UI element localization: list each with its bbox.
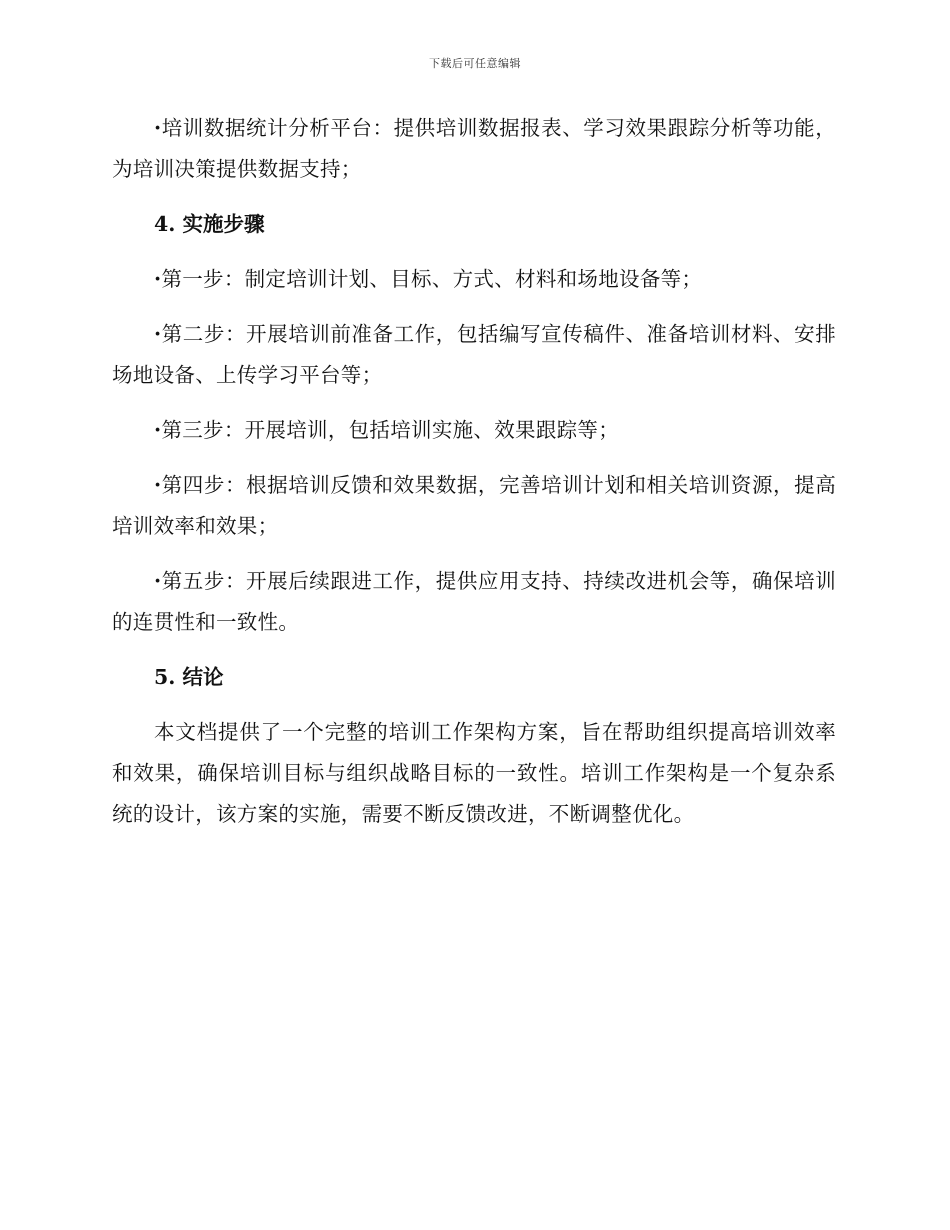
bullet-dot: ·: [154, 418, 162, 442]
conclusion-paragraph: 本文档提供了一个完整的培训工作架构方案，旨在帮助组织提高培训效率和效果，确保培训目标与组织战略目标的一致性。培训工作架构是一个复杂系统的设计，该方案的实施，需要不断反馈改进，不断调整优化。: [112, 720, 836, 826]
bullet-dot: ·: [154, 569, 162, 593]
bullet-dot: ·: [154, 116, 162, 140]
step-item-4: [112, 465, 836, 547]
bullet-dot: ·: [154, 322, 162, 346]
step-item-text: 第二步：开展培训前准备工作，包括编写宣传稿件、准备培训材料、安排场地设备、上传学习平台等；: [112, 322, 836, 387]
step-item-text: 第三步：开展培训，包括培训实施、效果跟踪等；: [161, 418, 620, 442]
step-item-text: 第一步：制定培训计划、目标、方式、材料和场地设备等；: [161, 267, 703, 291]
section-heading-implementation-steps: 4. 实施步骤: [154, 212, 265, 236]
step-item-2: [112, 314, 836, 396]
step-item-1: [112, 259, 836, 300]
step-item-3: [112, 410, 836, 451]
section-heading-conclusion: 5. 结论: [154, 665, 224, 689]
step-item-text: 第四步：根据培训反馈和效果数据，完善培训计划和相关培训资源，提高培训效率和效果；: [112, 473, 836, 538]
page-header-note: 下载后可任意编辑: [429, 57, 521, 70]
document-body: [112, 108, 836, 835]
step-item-5: [112, 561, 836, 643]
bullet-item-text: 培训数据统计分析平台：提供培训数据报表、学习效果跟踪分析等功能，为培训决策提供数据支持；: [112, 116, 836, 181]
bullet-item-training-data-platform: [112, 108, 836, 190]
step-item-text: 第五步：开展后续跟进工作，提供应用支持、持续改进机会等，确保培训的连贯性和一致性。: [112, 569, 836, 634]
bullet-dot: ·: [154, 267, 162, 291]
bullet-dot: ·: [154, 473, 162, 497]
